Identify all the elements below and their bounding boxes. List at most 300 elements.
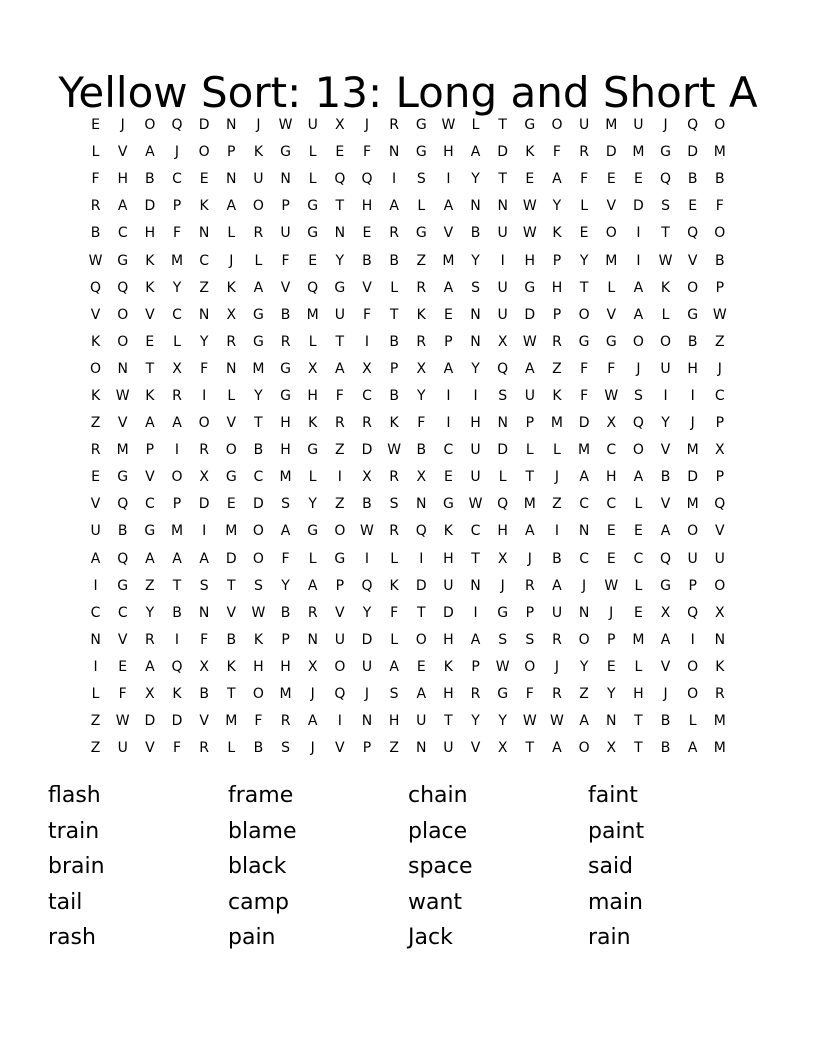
grid-cell[interactable]: I [446, 171, 451, 188]
grid-cell[interactable]: P [525, 604, 535, 621]
grid-cell[interactable]: U [578, 117, 590, 134]
grid-cell[interactable]: F [335, 387, 344, 404]
grid-cell[interactable]: R [90, 442, 101, 459]
grid-cell[interactable]: L [227, 225, 236, 242]
grid-cell[interactable]: U [334, 306, 345, 323]
grid-cell[interactable]: T [254, 415, 263, 432]
grid-cell[interactable]: E [579, 225, 589, 242]
grid-cell[interactable]: B [226, 631, 237, 648]
grid-cell[interactable]: Y [172, 279, 182, 296]
grid-cell[interactable]: N [280, 171, 291, 188]
grid-cell[interactable]: O [225, 442, 237, 459]
grid-cell[interactable]: V [660, 496, 671, 513]
grid-cell[interactable]: X [172, 360, 182, 377]
grid-cell[interactable]: U [334, 631, 345, 648]
grid-cell[interactable]: Q [714, 496, 726, 513]
grid-cell[interactable]: P [281, 631, 290, 648]
grid-cell[interactable]: J [554, 469, 560, 486]
grid-cell[interactable]: A [145, 415, 155, 432]
grid-cell[interactable]: Q [687, 604, 699, 621]
grid-cell[interactable]: Q [117, 496, 129, 513]
grid-cell[interactable]: N [307, 631, 318, 648]
grid-cell[interactable]: C [714, 387, 725, 404]
grid-cell[interactable]: S [199, 577, 209, 594]
grid-cell[interactable]: P [688, 577, 697, 594]
grid-cell[interactable]: X [362, 469, 372, 486]
grid-cell[interactable]: S [471, 279, 480, 296]
grid-cell[interactable]: I [500, 252, 505, 269]
grid-cell[interactable]: K [145, 387, 155, 404]
grid-cell[interactable]: J [663, 117, 668, 134]
grid-cell[interactable]: M [550, 415, 563, 432]
grid-cell[interactable]: M [578, 442, 591, 459]
grid-cell[interactable]: P [715, 469, 725, 486]
grid-cell[interactable]: W [658, 252, 673, 269]
grid-cell[interactable]: O [252, 686, 264, 703]
grid-cell[interactable]: Z [389, 740, 399, 757]
grid-cell[interactable]: L [254, 252, 263, 269]
grid-cell[interactable]: A [416, 686, 427, 703]
grid-cell[interactable]: N [361, 713, 373, 730]
grid-cell[interactable]: F [580, 360, 589, 377]
grid-cell[interactable]: V [145, 740, 155, 757]
grid-cell[interactable]: Y [471, 360, 480, 377]
grid-cell[interactable]: M [225, 523, 238, 540]
grid-cell[interactable]: T [335, 333, 345, 350]
grid-cell[interactable]: Y [661, 415, 670, 432]
grid-cell[interactable]: T [172, 577, 182, 594]
grid-cell[interactable]: W [278, 117, 293, 134]
grid-cell[interactable]: R [416, 279, 427, 296]
grid-cell[interactable]: H [633, 686, 644, 703]
grid-cell[interactable]: A [307, 577, 318, 594]
grid-cell[interactable]: C [470, 523, 481, 540]
grid-cell[interactable]: T [335, 198, 345, 215]
grid-cell[interactable]: R [172, 387, 182, 404]
grid-cell[interactable]: L [525, 442, 534, 459]
grid-cell[interactable]: A [90, 550, 101, 567]
grid-cell[interactable]: O [632, 442, 644, 459]
grid-cell[interactable]: B [389, 387, 399, 404]
grid-cell[interactable]: C [199, 252, 210, 269]
grid-cell[interactable]: F [362, 306, 371, 323]
grid-cell[interactable]: J [554, 658, 560, 675]
grid-cell[interactable]: W [495, 658, 510, 675]
grid-cell[interactable]: J [174, 144, 180, 161]
grid-cell[interactable]: A [172, 415, 182, 432]
grid-cell[interactable]: U [416, 713, 427, 730]
grid-cell[interactable]: D [687, 144, 699, 161]
grid-cell[interactable]: L [634, 577, 643, 594]
grid-cell[interactable]: W [522, 198, 537, 215]
grid-cell[interactable]: E [335, 144, 345, 161]
grid-cell[interactable]: G [117, 577, 129, 594]
grid-cell[interactable]: O [334, 658, 346, 675]
grid-cell[interactable]: G [415, 225, 427, 242]
grid-cell[interactable]: L [390, 631, 399, 648]
grid-cell[interactable]: Y [335, 252, 345, 269]
grid-cell[interactable]: R [389, 225, 399, 242]
grid-cell[interactable]: L [308, 333, 317, 350]
grid-cell[interactable]: T [525, 469, 535, 486]
grid-cell[interactable]: E [362, 225, 372, 242]
grid-cell[interactable]: A [660, 631, 671, 648]
grid-cell[interactable]: H [443, 550, 454, 567]
grid-cell[interactable]: E [688, 198, 698, 215]
grid-cell[interactable]: Q [90, 279, 102, 296]
grid-cell[interactable]: P [172, 198, 182, 215]
grid-cell[interactable]: L [471, 117, 480, 134]
grid-cell[interactable]: I [473, 604, 478, 621]
grid-cell[interactable]: T [444, 713, 453, 730]
grid-cell[interactable]: P [335, 577, 345, 594]
grid-cell[interactable]: H [117, 171, 128, 188]
grid-cell[interactable]: Z [199, 279, 209, 296]
grid-cell[interactable]: M [686, 442, 699, 459]
grid-cell[interactable]: H [280, 415, 291, 432]
grid-cell[interactable]: Q [415, 523, 427, 540]
grid-cell[interactable]: H [443, 686, 454, 703]
grid-cell[interactable]: N [334, 225, 346, 242]
grid-cell[interactable]: O [578, 631, 590, 648]
grid-cell[interactable]: A [253, 279, 264, 296]
grid-cell[interactable]: K [308, 415, 318, 432]
grid-cell[interactable]: N [198, 225, 210, 242]
grid-cell[interactable]: C [579, 550, 589, 567]
grid-cell[interactable]: C [90, 604, 101, 621]
grid-cell[interactable]: A [443, 360, 454, 377]
grid-cell[interactable]: Q [334, 171, 346, 188]
grid-cell[interactable]: L [308, 550, 317, 567]
grid-cell[interactable]: A [552, 740, 562, 757]
grid-cell[interactable]: D [361, 442, 373, 459]
grid-cell[interactable]: O [198, 144, 210, 161]
grid-cell[interactable]: N [90, 631, 101, 648]
grid-cell[interactable]: Z [552, 360, 562, 377]
grid-cell[interactable]: D [415, 577, 427, 594]
grid-cell[interactable]: H [307, 387, 318, 404]
grid-cell[interactable]: Q [687, 225, 699, 242]
grid-cell[interactable]: P [362, 740, 372, 757]
grid-cell[interactable]: M [225, 713, 238, 730]
grid-cell[interactable]: X [715, 604, 725, 621]
grid-cell[interactable]: T [498, 117, 507, 134]
grid-cell[interactable]: U [117, 740, 128, 757]
grid-cell[interactable]: A [633, 469, 644, 486]
grid-cell[interactable]: A [145, 658, 155, 675]
grid-cell[interactable]: I [93, 658, 98, 675]
grid-cell[interactable]: B [687, 333, 698, 350]
grid-cell[interactable]: X [307, 360, 318, 377]
grid-cell[interactable]: V [335, 740, 345, 757]
grid-cell[interactable]: I [473, 387, 478, 404]
grid-cell[interactable]: Y [199, 333, 209, 350]
grid-cell[interactable]: A [579, 713, 589, 730]
grid-cell[interactable]: X [416, 360, 427, 377]
grid-cell[interactable]: K [172, 686, 182, 703]
grid-cell[interactable]: K [443, 523, 453, 540]
grid-cell[interactable]: N [388, 144, 400, 161]
grid-cell[interactable]: M [605, 117, 618, 134]
grid-cell[interactable]: Q [687, 117, 699, 134]
grid-cell[interactable]: X [199, 469, 209, 486]
grid-cell[interactable]: U [524, 387, 535, 404]
grid-cell[interactable]: Q [660, 550, 672, 567]
grid-cell[interactable]: D [524, 306, 536, 323]
grid-cell[interactable]: Y [281, 577, 290, 594]
grid-cell[interactable]: S [661, 198, 670, 215]
grid-cell[interactable]: U [470, 442, 481, 459]
grid-cell[interactable]: Q [497, 360, 509, 377]
grid-cell[interactable]: V [687, 252, 698, 269]
grid-cell[interactable]: I [419, 550, 424, 567]
grid-cell[interactable]: I [174, 442, 180, 459]
grid-cell[interactable]: Y [579, 658, 589, 675]
grid-cell[interactable]: T [389, 306, 399, 323]
grid-cell[interactable]: T [661, 225, 670, 242]
grid-cell[interactable]: V [117, 144, 128, 161]
grid-cell[interactable]: W [468, 496, 483, 513]
grid-cell[interactable]: C [117, 225, 128, 242]
grid-cell[interactable]: J [636, 360, 641, 377]
grid-cell[interactable]: K [715, 658, 725, 675]
grid-cell[interactable]: S [416, 171, 426, 188]
grid-cell[interactable]: K [226, 279, 236, 296]
grid-cell[interactable]: F [580, 387, 589, 404]
grid-cell[interactable]: D [578, 415, 590, 432]
grid-cell[interactable]: Y [145, 604, 155, 621]
grid-cell[interactable]: O [687, 686, 699, 703]
grid-cell[interactable]: G [578, 333, 590, 350]
grid-cell[interactable]: Z [335, 496, 345, 513]
grid-cell[interactable]: E [308, 252, 318, 269]
grid-cell[interactable]: F [281, 550, 290, 567]
grid-cell[interactable]: B [470, 225, 481, 242]
grid-cell[interactable]: R [280, 713, 291, 730]
grid-cell[interactable]: R [579, 144, 589, 161]
grid-cell[interactable]: G [307, 442, 319, 459]
grid-cell[interactable]: C [579, 496, 589, 513]
grid-cell[interactable]: F [91, 171, 100, 188]
grid-cell[interactable]: J [364, 686, 370, 703]
grid-cell[interactable]: T [525, 740, 535, 757]
grid-cell[interactable]: L [553, 442, 561, 459]
grid-cell[interactable]: P [552, 252, 562, 269]
grid-cell[interactable]: U [470, 469, 481, 486]
grid-cell[interactable]: N [470, 333, 481, 350]
grid-cell[interactable]: S [498, 631, 508, 648]
grid-cell[interactable]: C [633, 550, 644, 567]
grid-cell[interactable]: U [307, 117, 318, 134]
grid-cell[interactable]: W [604, 387, 619, 404]
grid-cell[interactable]: C [443, 442, 454, 459]
grid-cell[interactable]: N [416, 496, 427, 513]
grid-cell[interactable]: B [199, 686, 209, 703]
grid-cell[interactable]: S [253, 577, 263, 594]
grid-cell[interactable]: T [579, 279, 589, 296]
grid-cell[interactable]: F [390, 604, 399, 621]
grid-cell[interactable]: U [443, 577, 454, 594]
grid-cell[interactable]: M [632, 631, 645, 648]
grid-cell[interactable]: B [660, 713, 671, 730]
grid-cell[interactable]: H [524, 252, 536, 269]
grid-cell[interactable]: G [307, 225, 319, 242]
grid-cell[interactable]: E [91, 469, 100, 486]
grid-cell[interactable]: R [253, 225, 264, 242]
grid-cell[interactable]: P [715, 415, 725, 432]
grid-cell[interactable]: A [552, 577, 562, 594]
grid-cell[interactable]: C [117, 604, 128, 621]
grid-cell[interactable]: T [226, 686, 236, 703]
grid-cell[interactable]: F [607, 360, 616, 377]
grid-cell[interactable]: O [171, 469, 183, 486]
grid-cell[interactable]: H [497, 523, 508, 540]
grid-cell[interactable]: Z [552, 496, 562, 513]
grid-cell[interactable]: C [172, 171, 182, 188]
grid-cell[interactable]: H [443, 144, 454, 161]
grid-cell[interactable]: U [714, 550, 725, 567]
grid-cell[interactable]: V [117, 631, 128, 648]
grid-cell[interactable]: C [144, 496, 155, 513]
grid-cell[interactable]: W [360, 523, 374, 540]
grid-cell[interactable]: D [144, 713, 156, 730]
grid-cell[interactable]: H [551, 279, 563, 296]
grid-cell[interactable]: U [660, 360, 671, 377]
grid-cell[interactable]: V [606, 306, 617, 323]
grid-cell[interactable]: V [145, 306, 155, 323]
grid-cell[interactable]: Q [632, 415, 644, 432]
grid-cell[interactable]: G [497, 686, 509, 703]
grid-cell[interactable]: F [172, 225, 182, 242]
grid-cell[interactable]: H [687, 360, 698, 377]
grid-cell[interactable]: X [362, 360, 372, 377]
grid-cell[interactable]: R [552, 333, 562, 350]
grid-cell[interactable]: G [415, 117, 427, 134]
grid-cell[interactable]: V [117, 415, 128, 432]
grid-cell[interactable]: N [470, 306, 481, 323]
grid-cell[interactable]: V [90, 496, 101, 513]
grid-cell[interactable]: F [172, 740, 182, 757]
grid-cell[interactable]: O [524, 658, 536, 675]
grid-cell[interactable]: A [172, 550, 182, 567]
grid-cell[interactable]: U [90, 523, 101, 540]
grid-cell[interactable]: F [118, 686, 127, 703]
grid-cell[interactable]: V [443, 225, 454, 242]
grid-cell[interactable]: Q [307, 279, 319, 296]
grid-cell[interactable]: Q [361, 171, 373, 188]
grid-cell[interactable]: R [90, 198, 101, 215]
grid-cell[interactable]: O [117, 333, 129, 350]
grid-cell[interactable]: F [552, 144, 561, 161]
grid-cell[interactable]: X [335, 117, 345, 134]
grid-cell[interactable]: Z [335, 442, 345, 459]
grid-cell[interactable]: O [117, 306, 129, 323]
grid-cell[interactable]: G [442, 496, 454, 513]
grid-cell[interactable]: Q [660, 171, 672, 188]
grid-cell[interactable]: L [227, 740, 236, 757]
grid-cell[interactable]: M [713, 713, 726, 730]
grid-cell[interactable]: K [389, 577, 399, 594]
grid-cell[interactable]: W [88, 252, 103, 269]
grid-cell[interactable]: X [226, 306, 237, 323]
grid-cell[interactable]: Q [117, 279, 129, 296]
grid-cell[interactable]: A [335, 360, 345, 377]
grid-cell[interactable]: G [252, 333, 264, 350]
grid-cell[interactable]: E [606, 171, 616, 188]
grid-cell[interactable]: K [199, 198, 209, 215]
grid-cell[interactable]: P [715, 279, 725, 296]
grid-cell[interactable]: J [229, 252, 234, 269]
grid-cell[interactable]: G [334, 279, 346, 296]
grid-cell[interactable]: O [714, 577, 726, 594]
grid-cell[interactable]: I [93, 577, 98, 594]
grid-cell[interactable]: M [170, 252, 184, 269]
grid-cell[interactable]: H [470, 415, 481, 432]
grid-cell[interactable]: L [417, 198, 426, 215]
grid-cell[interactable]: Y [416, 387, 426, 404]
grid-cell[interactable]: X [606, 415, 617, 432]
grid-cell[interactable]: Z [715, 333, 725, 350]
grid-cell[interactable]: P [471, 658, 480, 675]
grid-cell[interactable]: J [120, 117, 125, 134]
grid-cell[interactable]: U [551, 604, 563, 621]
grid-cell[interactable]: D [497, 144, 509, 161]
grid-cell[interactable]: A [687, 740, 698, 757]
grid-cell[interactable]: K [253, 631, 263, 648]
grid-cell[interactable]: T [145, 360, 155, 377]
grid-cell[interactable]: O [252, 523, 264, 540]
grid-cell[interactable]: S [498, 387, 508, 404]
grid-cell[interactable]: W [387, 442, 402, 459]
grid-cell[interactable]: N [117, 360, 128, 377]
grid-cell[interactable]: G [415, 144, 427, 161]
grid-cell[interactable]: S [633, 387, 643, 404]
grid-cell[interactable]: X [606, 740, 617, 757]
grid-cell[interactable]: I [202, 523, 207, 540]
grid-cell[interactable]: E [525, 171, 535, 188]
grid-cell[interactable]: J [582, 577, 587, 594]
grid-cell[interactable]: J [527, 550, 532, 567]
grid-cell[interactable]: B [280, 306, 291, 323]
grid-cell[interactable]: G [280, 144, 291, 161]
grid-cell[interactable]: X [660, 604, 671, 621]
grid-cell[interactable]: Y [552, 198, 562, 215]
grid-cell[interactable]: B [660, 740, 671, 757]
grid-cell[interactable]: K [145, 252, 155, 269]
grid-cell[interactable]: I [364, 333, 370, 350]
grid-cell[interactable]: A [226, 198, 237, 215]
grid-cell[interactable]: L [308, 171, 317, 188]
grid-cell[interactable]: K [90, 333, 101, 350]
grid-cell[interactable]: O [334, 523, 346, 540]
grid-cell[interactable]: R [416, 333, 427, 350]
grid-cell[interactable]: Y [498, 713, 507, 730]
grid-cell[interactable]: I [663, 387, 668, 404]
grid-cell[interactable]: J [500, 577, 505, 594]
grid-cell[interactable]: I [636, 252, 641, 269]
grid-cell[interactable]: N [578, 523, 590, 540]
grid-cell[interactable]: R [334, 415, 345, 432]
grid-cell[interactable]: H [361, 198, 373, 215]
grid-cell[interactable]: N [226, 360, 237, 377]
grid-cell[interactable]: S [389, 496, 399, 513]
grid-cell[interactable]: S [389, 686, 399, 703]
grid-cell[interactable]: A [660, 523, 671, 540]
grid-cell[interactable]: F [580, 171, 589, 188]
grid-cell[interactable]: Y [471, 171, 480, 188]
grid-cell[interactable]: M [523, 496, 536, 513]
grid-cell[interactable]: D [443, 604, 454, 621]
